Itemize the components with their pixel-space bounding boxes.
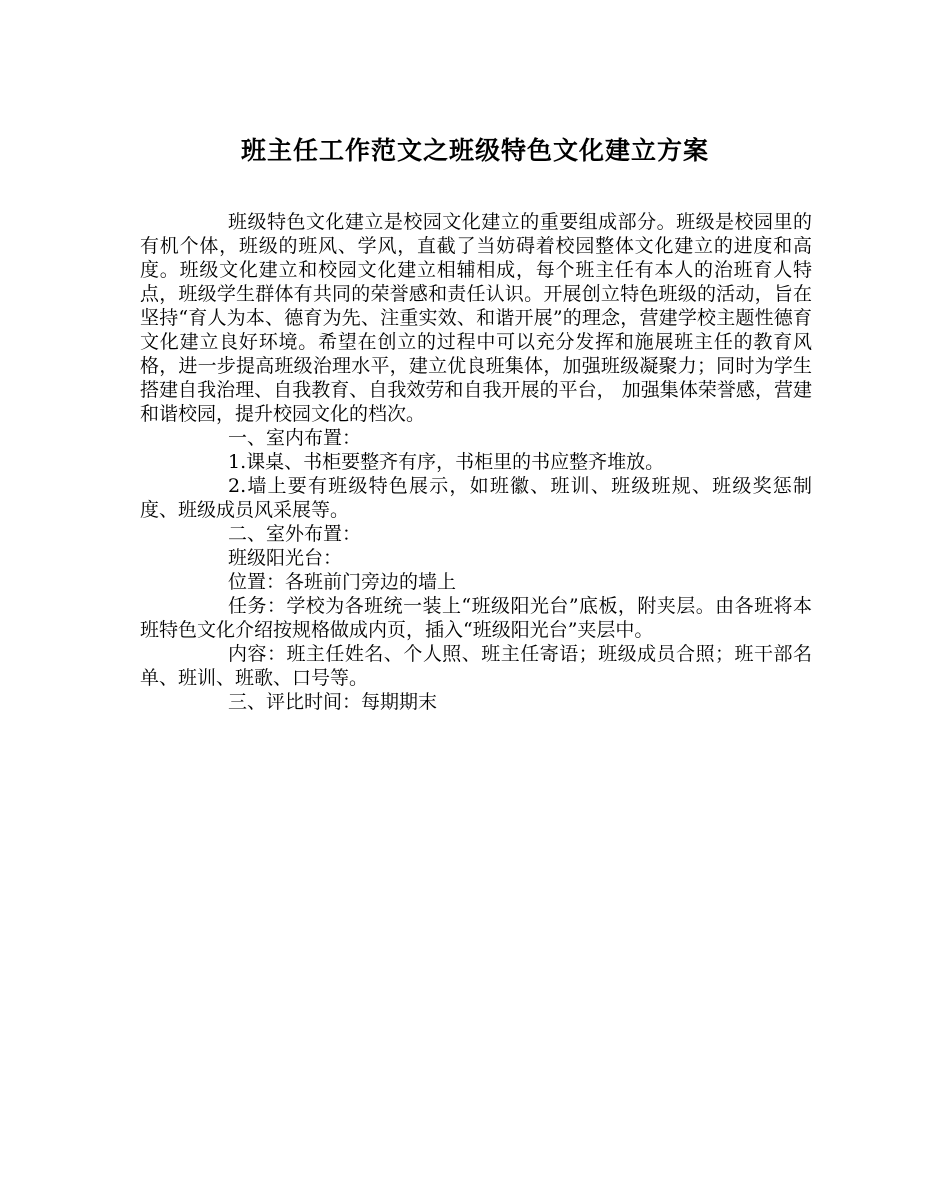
heading-evaluation-time: 三、评比时间：每期期末 [228, 691, 438, 713]
paragraph-task: 任务：学校为各班统一装上“班级阳光台”底板，附夹层。由各班将本班特色文化介绍按规格做成内页，插入“班级阳光台”夹层中。 [140, 595, 812, 641]
paragraph-sunshine-board: 班级阳光台： [228, 547, 343, 569]
document-title: 班主任工作范文之班级特色文化建立方案 [240, 136, 709, 165]
paragraph-intro: 班级特色文化建立是校园文化建立的重要组成部分。班级是校园里的有机个体，班级的班风、学风，直截了当妨碍着校园整体文化建立的进度和高度。班级文化建立和校园文化建立相辅相成，每个班主任有本人的治班育人特点，班级学生群体有共同的荣誉感和责任认识。开展创立特色班级的活动，旨在坚持“育人为本、德育为先、注重实效、和谐开展”的理念，营建学校主题性德育文化建立良好环境。希望在创立的过程中可以充分发挥和施展班主任的教育风格，进一步提高班级治理水平，建立优良班集体，加强班级凝聚力；同时为学生搭建自我治理、自我教育、自我效劳和自我开展的平台， 加强集体荣誉感，营建和谐校园，提升校园文化的档次。 [140, 211, 812, 425]
paragraph-content: 内容：班主任姓名、个人照、班主任寄语；班级成员合照；班干部名单、班训、班歌、口号等。 [140, 643, 812, 689]
paragraph-item-wall: 2.墙上要有班级特色展示，如班徽、班训、班级班规、班级奖惩制度、班级成员风采展等。 [140, 475, 812, 521]
document-body [140, 210, 812, 714]
paragraph-location: 位置：各班前门旁边的墙上 [228, 571, 457, 593]
heading-indoor-layout: 一、室内布置： [228, 427, 362, 449]
heading-outdoor-layout: 二、室外布置： [228, 523, 362, 545]
paragraph-item-desks: 1.课桌、书柜要整齐有序，书柜里的书应整齐堆放。 [228, 451, 665, 473]
